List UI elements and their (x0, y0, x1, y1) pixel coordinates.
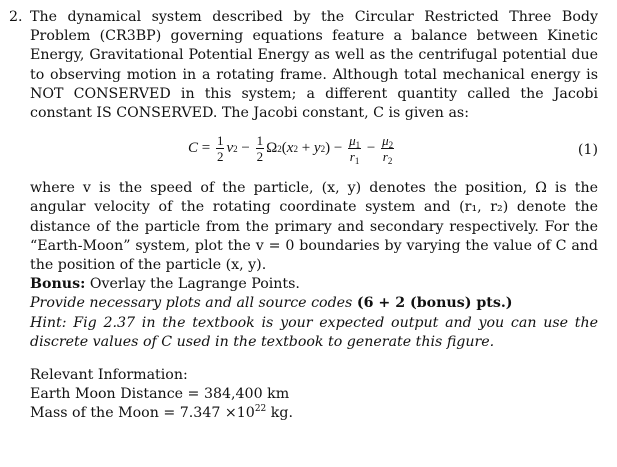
relevant-heading: Relevant Information: (30, 367, 188, 384)
jacobi-equation-row (30, 127, 598, 175)
provide-text: Provide necessary plots and all source codes (30, 295, 353, 312)
points-text: (6 + 2 (bonus) pts.) (356, 295, 513, 312)
moon-mass-unit: kg. (266, 405, 293, 422)
bonus-text: Overlay the Lagrange Points. (89, 276, 300, 293)
provide-line (30, 294, 598, 313)
intro-paragraph: The dynamical system described by the Circular Restricted Three Body Problem (CR3BP) governing equations feature a balance between Kinetic Energy, Gravitational Potential Energy as well as the centrifugal potential due to observing motion in a rotating frame. Although total mechanical energy is NOT CONSERVED in this system; a different quantity called the Jacobi constant IS CONSERVED. The Jacobi constant, C is given as: (30, 9, 598, 122)
hint-paragraph: Hint: Fig 2.37 in the textbook is your expected output and you can use the discrete values of C used in the textbook to generate this figure. (30, 314, 598, 350)
problem-body (30, 8, 598, 424)
bonus-label: Bonus: (30, 276, 86, 293)
earth-moon-distance: Earth Moon Distance = 384,400 km (30, 386, 290, 403)
moon-mass (30, 404, 598, 423)
moon-mass-exponent: 22 (254, 404, 267, 415)
explanation-paragraph: where v is the speed of the particle, (x, y) denotes the position, Ω is the angular velocity of the rotating coordinate system and (r₁, r₂) denote the distance of the particle from the primary and secondary respectively. For the “Earth-Moon” system, plot the v = 0 boundaries by varying the value of C and the position of the particle (x, y). (30, 180, 598, 274)
jacobi-equation: C = $\frac{1}{2}$ v 2 − $\frac{1}{2}$ Ω 2 ( x 2 + y 2 ) − $\frac{\mu_1}{r_1}$ − $\frac{\mu_2}{r_2}$ (188, 133, 394, 167)
equation-number: (1) (577, 142, 598, 159)
moon-mass-prefix: Mass of the Moon = 7.347 ×10 (30, 405, 255, 422)
bonus-line (30, 275, 598, 294)
problem-number: 2. (9, 9, 23, 25)
